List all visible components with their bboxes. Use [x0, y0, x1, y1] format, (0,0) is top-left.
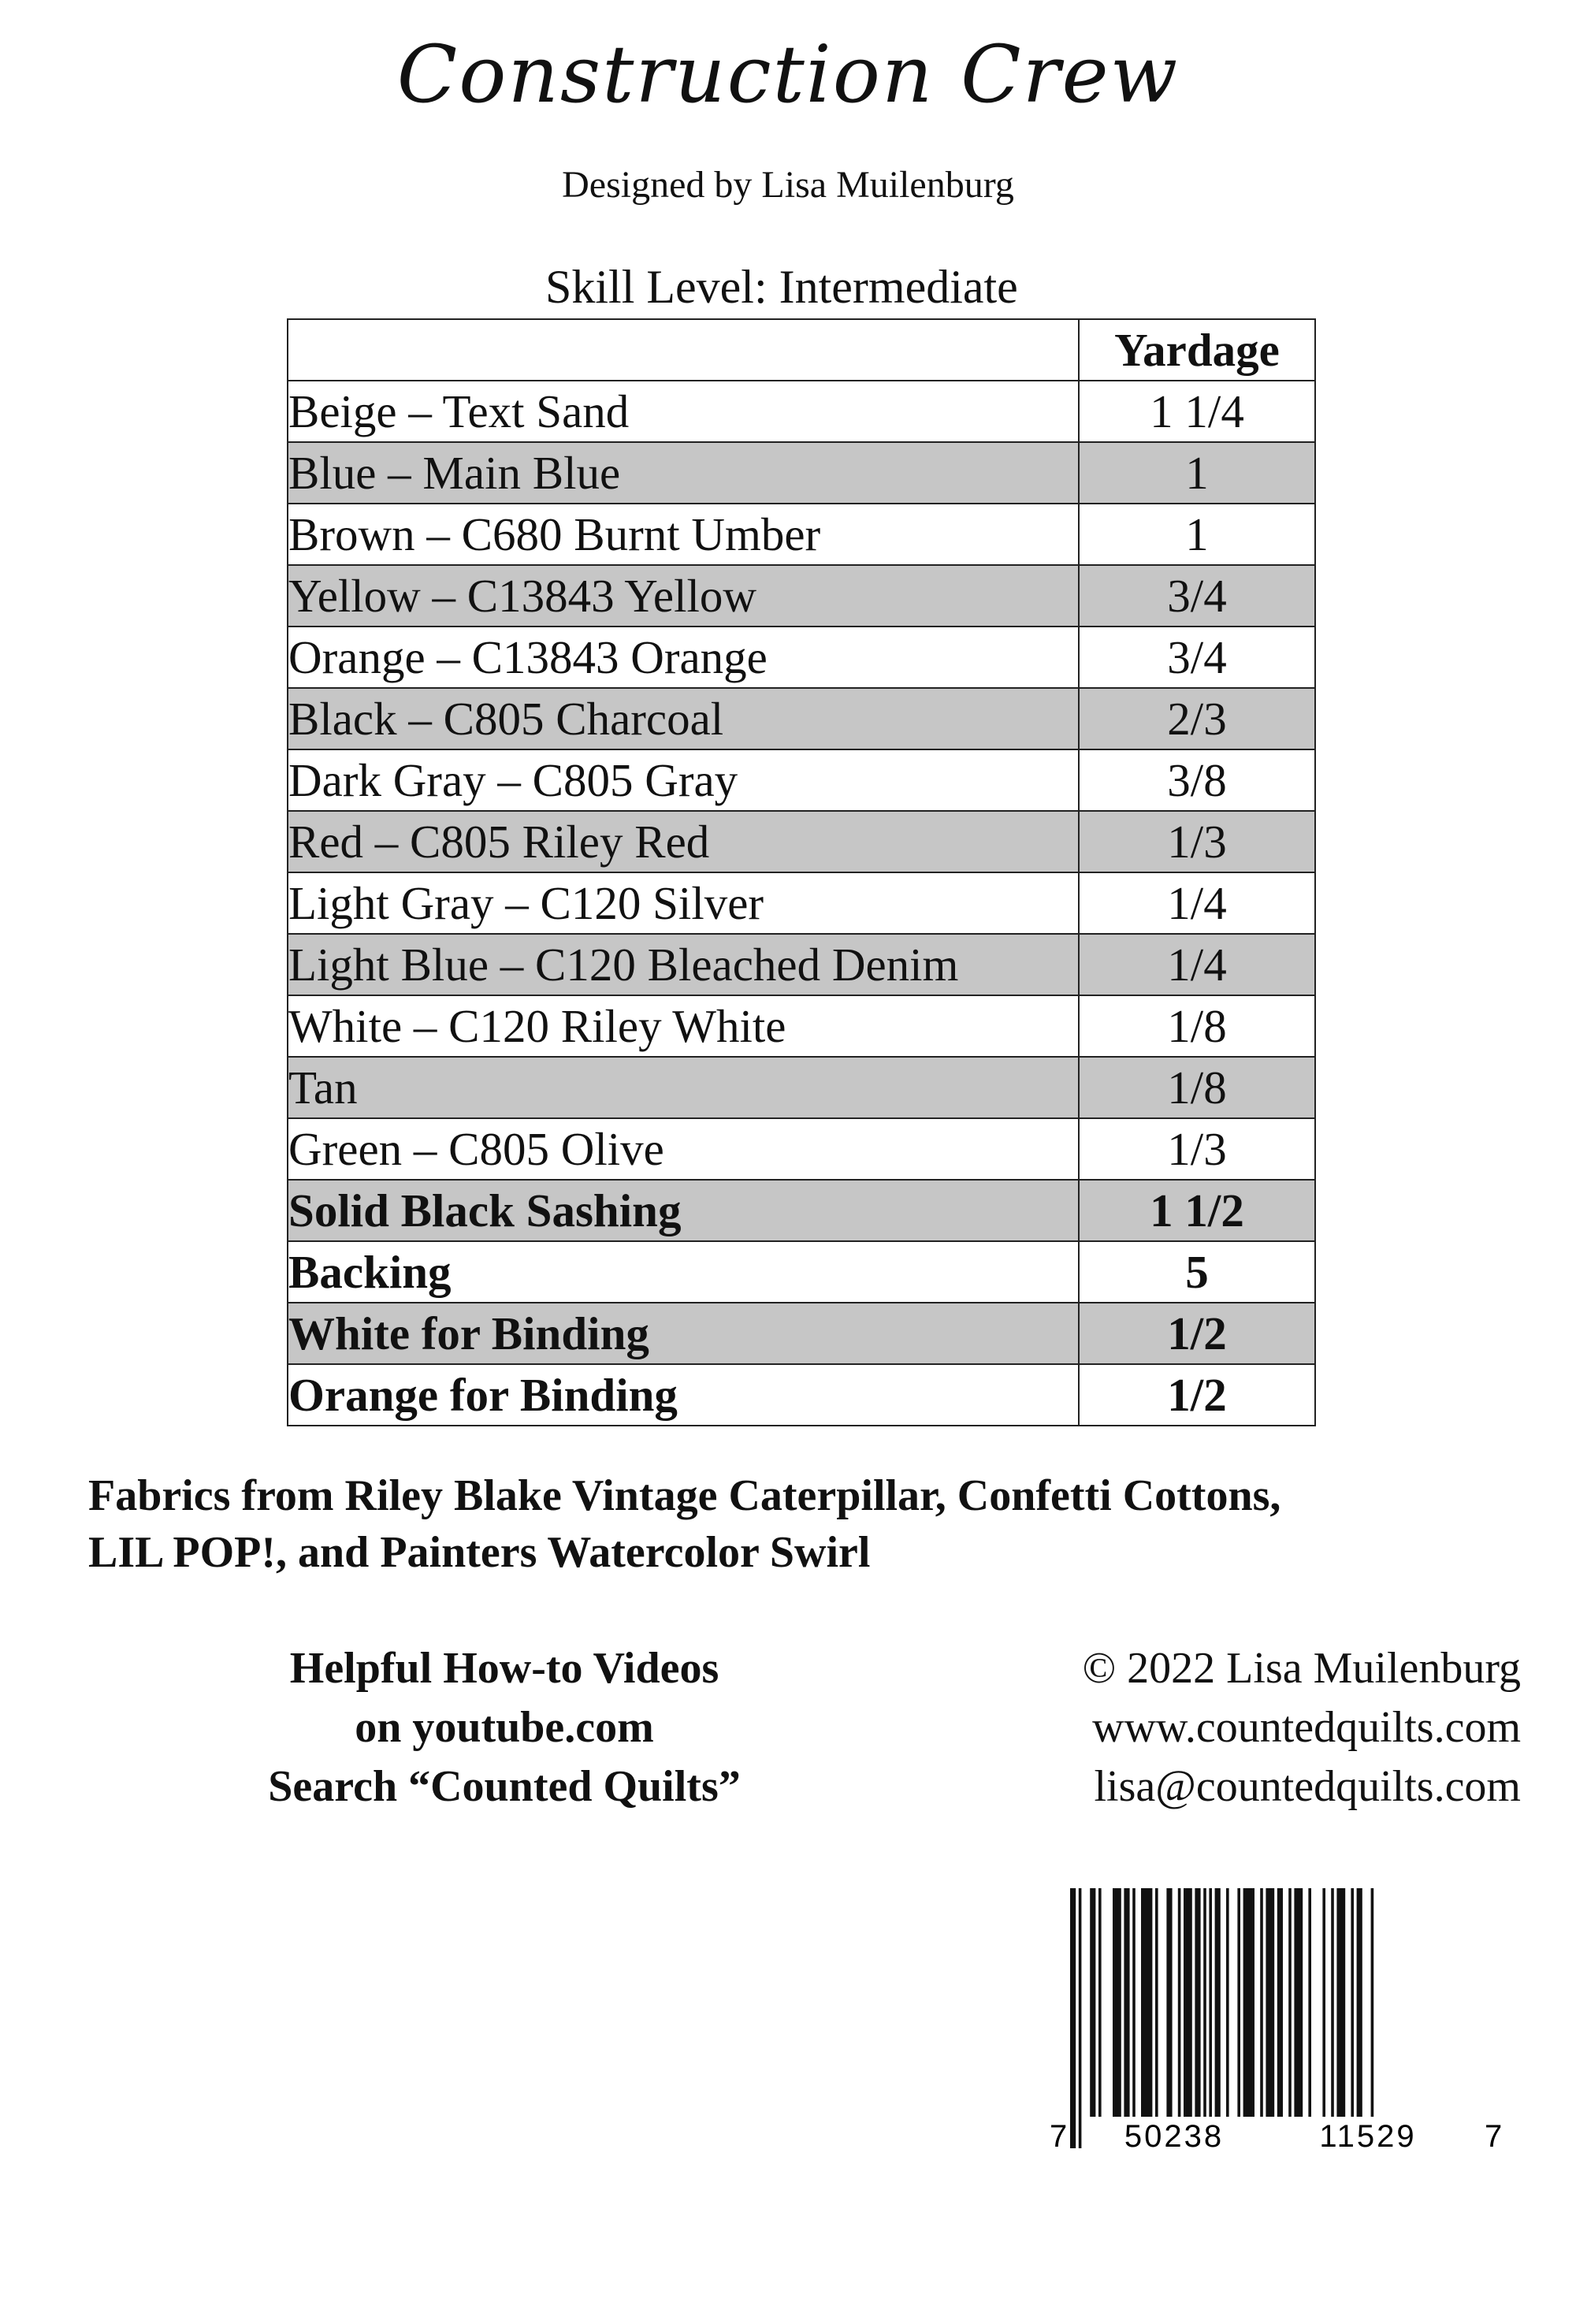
table-row: [288, 442, 1315, 504]
yardage-table: [287, 318, 1316, 1426]
barcode-bar: [1203, 1888, 1206, 2117]
barcode-check-digit: 7: [1485, 2119, 1503, 2154]
barcode-bar: [1226, 1888, 1229, 2117]
fabric-cell: Blue – Main Blue: [288, 442, 1079, 504]
fabric-cell: Brown – C680 Burnt Umber: [288, 504, 1079, 565]
table-row: [288, 1364, 1315, 1426]
yardage-cell: 1/4: [1079, 872, 1315, 934]
barcode-bar: [1288, 1888, 1292, 2117]
barcode-bar: [1371, 1888, 1374, 2117]
videos-line: Search “Counted Quilts”: [268, 1762, 741, 1811]
fabrics-note-line: Fabrics from Riley Blake Vintage Caterpillar, Confetti Cottons,: [88, 1471, 1281, 1520]
yardage-cell: 1/8: [1079, 995, 1315, 1057]
website-text: www.countedquilts.com: [1092, 1703, 1521, 1752]
fabric-column-header: [288, 319, 1079, 381]
barcode-bar: [1260, 1888, 1263, 2117]
barcode-bar: [1098, 1888, 1102, 2117]
yardage-cell: 1 1/2: [1079, 1180, 1315, 1241]
barcode-bar: [1308, 1888, 1311, 2117]
barcode-bar: [1195, 1888, 1200, 2117]
barcode-bar: [1090, 1888, 1095, 2117]
yardage-cell: 1/3: [1079, 811, 1315, 872]
fabrics-source-note: [88, 1467, 1554, 1581]
table-row: [288, 1241, 1315, 1303]
fabric-cell: Red – C805 Riley Red: [288, 811, 1079, 872]
fabric-cell: Tan: [288, 1057, 1079, 1118]
barcode-right-group: 11529: [1319, 2119, 1417, 2154]
table-row: [288, 995, 1315, 1057]
table-row: [288, 749, 1315, 811]
barcode-bar: [1070, 1888, 1076, 2148]
yardage-cell: 3/8: [1079, 749, 1315, 811]
skill-level: Skill Level: Intermediate: [545, 261, 1018, 313]
fabric-cell: Beige – Text Sand: [288, 381, 1079, 442]
fabric-cell: Black – C805 Charcoal: [288, 688, 1079, 749]
barcode-bar: [1277, 1888, 1283, 2117]
barcode-bar: [1184, 1888, 1192, 2117]
table-row: [288, 565, 1315, 627]
barcode-bar: [1351, 1888, 1354, 2117]
barcode-bar: [1294, 1888, 1303, 2117]
designer-credit: Designed by Lisa Muilenburg: [562, 164, 1014, 206]
pattern-title: Construction Crew: [396, 28, 1180, 121]
barcode-bar: [1132, 1888, 1136, 2117]
contact-info: [922, 1639, 1521, 1816]
fabric-cell: Light Blue – C120 Bleached Denim: [288, 934, 1079, 995]
yardage-cell: 1 1/4: [1079, 381, 1315, 442]
yardage-cell: 1/2: [1079, 1303, 1315, 1364]
fabric-cell: Backing: [288, 1241, 1079, 1303]
copyright-text: © 2022 Lisa Muilenburg: [1082, 1644, 1521, 1693]
barcode-bar: [1243, 1888, 1254, 2117]
barcode-bars: [1070, 1888, 1373, 2148]
barcode-bar: [1155, 1888, 1158, 2117]
table-header-row: [288, 319, 1315, 381]
barcode-bar: [1166, 1888, 1172, 2117]
fabric-cell: Light Gray – C120 Silver: [288, 872, 1079, 934]
fabric-cell: Yellow – C13843 Yellow: [288, 565, 1079, 627]
yardage-cell: 3/4: [1079, 627, 1315, 688]
email-text: lisa@countedquilts.com: [1094, 1762, 1521, 1811]
upc-barcode: [1039, 1888, 1511, 2156]
table-row: [288, 504, 1315, 565]
barcode-bar: [1113, 1888, 1121, 2117]
yardage-cell: 1/4: [1079, 934, 1315, 995]
videos-line: Helpful How-to Videos: [289, 1644, 719, 1693]
fabric-cell: Solid Black Sashing: [288, 1180, 1079, 1241]
barcode-left-group: 50238: [1124, 2119, 1225, 2154]
barcode-bar: [1215, 1888, 1221, 2117]
yardage-cell: 1/2: [1079, 1364, 1315, 1426]
videos-line: on youtube.com: [355, 1703, 654, 1752]
barcode-bar: [1357, 1888, 1362, 2117]
yardage-cell: 1/3: [1079, 1118, 1315, 1180]
table-row: [288, 872, 1315, 934]
barcode-bar: [1079, 1888, 1082, 2148]
table-row: [288, 688, 1315, 749]
how-to-videos-note: [229, 1639, 780, 1816]
fabric-cell: Orange – C13843 Orange: [288, 627, 1079, 688]
fabric-cell: Dark Gray – C805 Gray: [288, 749, 1079, 811]
barcode-bar: [1237, 1888, 1240, 2117]
table-row: [288, 381, 1315, 442]
table-row: [288, 934, 1315, 995]
table-row: [288, 1118, 1315, 1180]
barcode-bar: [1124, 1888, 1129, 2117]
fabric-cell: Orange for Binding: [288, 1364, 1079, 1426]
yardage-cell: 5: [1079, 1241, 1315, 1303]
yardage-cell: 2/3: [1079, 688, 1315, 749]
barcode-bar: [1141, 1888, 1152, 2117]
barcode-bar: [1322, 1888, 1325, 2117]
table-row: [288, 627, 1315, 688]
table-row: [288, 1303, 1315, 1364]
fabric-cell: White for Binding: [288, 1303, 1079, 1364]
table-row: [288, 811, 1315, 872]
yardage-cell: 3/4: [1079, 565, 1315, 627]
barcode-bar: [1331, 1888, 1334, 2117]
yardage-column-header: Yardage: [1079, 319, 1315, 381]
fabric-cell: Green – C805 Olive: [288, 1118, 1079, 1180]
barcode-bar: [1266, 1888, 1274, 2117]
barcode-bar: [1178, 1888, 1181, 2117]
table-row: [288, 1057, 1315, 1118]
fabric-cell: White – C120 Riley White: [288, 995, 1079, 1057]
barcode-first-digit: 7: [1050, 2119, 1068, 2154]
table-row: [288, 1180, 1315, 1241]
yardage-cell: 1: [1079, 504, 1315, 565]
barcode-bar: [1336, 1888, 1345, 2117]
yardage-cell: 1/8: [1079, 1057, 1315, 1118]
barcode-bar: [1209, 1888, 1212, 2117]
fabrics-note-line: LIL POP!, and Painters Watercolor Swirl: [88, 1528, 871, 1577]
yardage-cell: 1: [1079, 442, 1315, 504]
